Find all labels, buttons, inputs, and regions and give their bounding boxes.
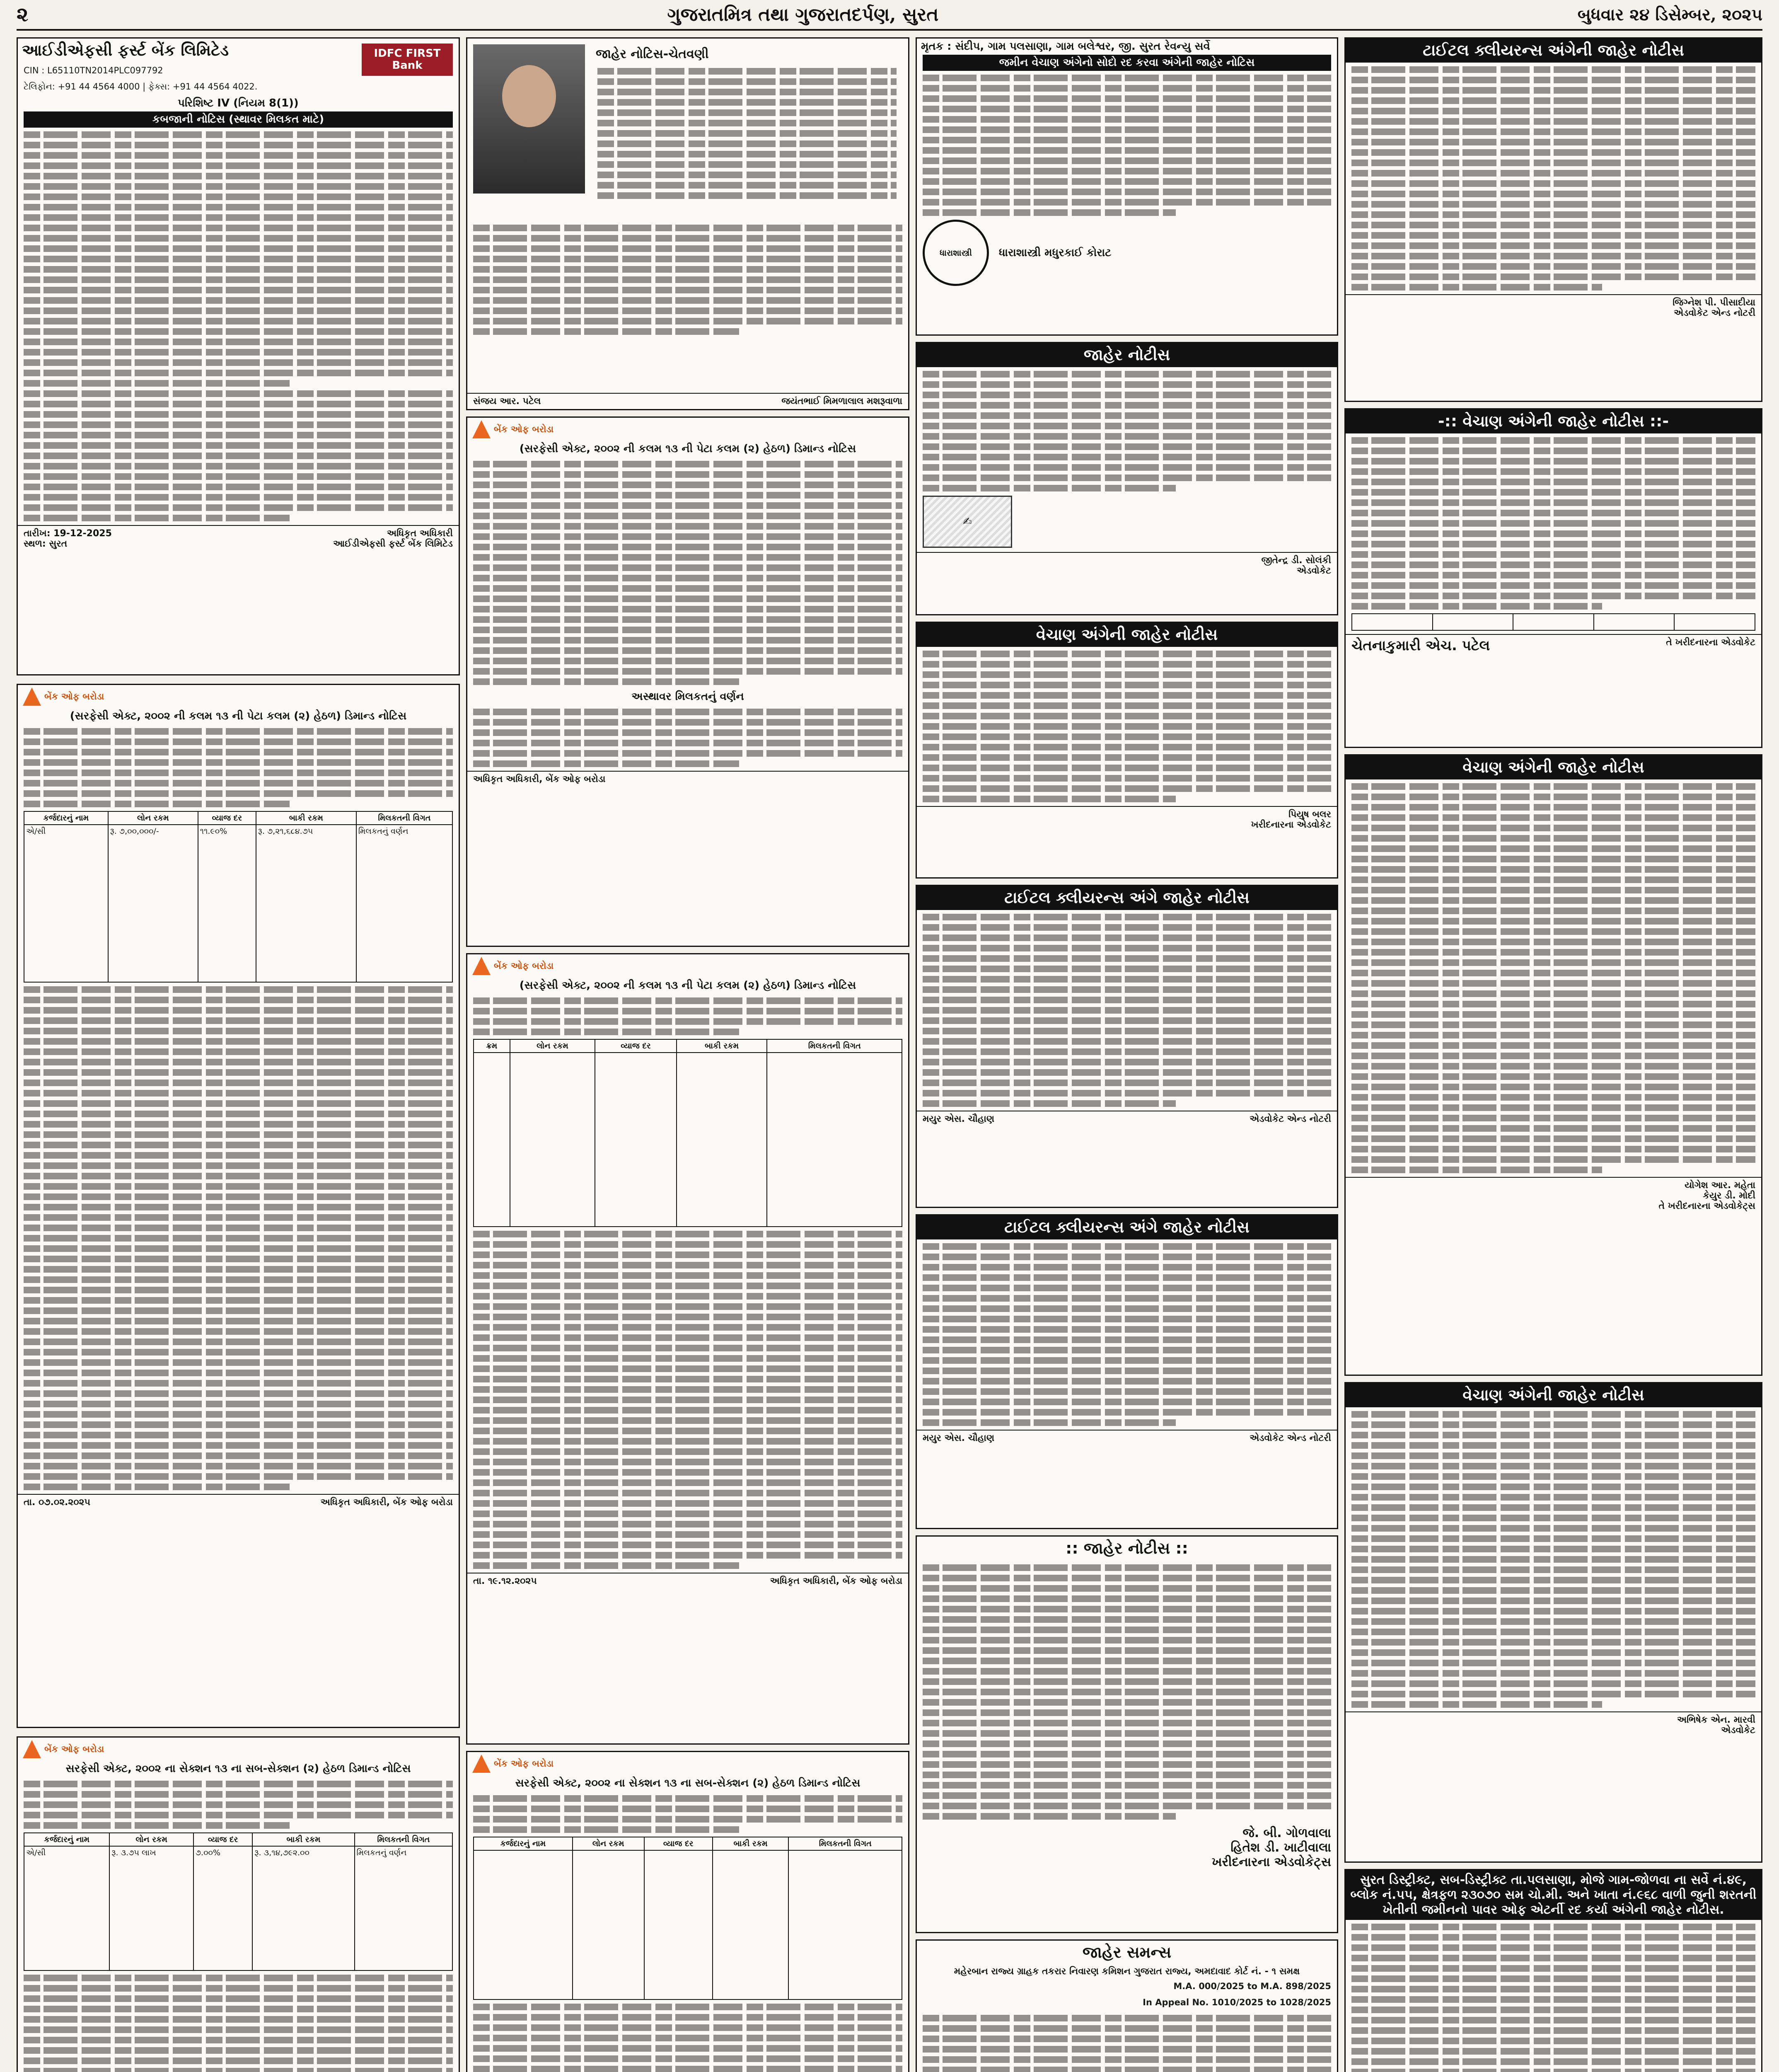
bob5-logo: [467, 1752, 908, 1775]
bob2-th-due: બાકી રકમ: [252, 1833, 354, 1846]
bob1-cell-due: રૂ. ૭,૨૧,૬૮૪.૭૫: [256, 825, 356, 982]
bob2-notice-title: સરફેસી એક્ટ, ૨૦૦૨ ના સેક્શન ૧૩ ના સબ-સેક્શન (૨) હેઠળ ડિમાન્ડ નોટિસ: [65, 1762, 411, 1775]
bob2-intro-text: [18, 1781, 459, 1829]
disown-signer: સંજય આર. પટેલ: [473, 396, 541, 407]
public1-advocate: જીતેન્દ્ર ડી. સોલંકી: [1261, 555, 1331, 566]
idfc-footer: [18, 525, 459, 552]
sale4-title: વેચાણ અંગેની જાહેર નોટીસ: [1346, 1383, 1761, 1407]
bob4-th-due: બાકી રકમ: [677, 1039, 767, 1053]
disown-body-text: [592, 68, 902, 199]
title1-footer: [917, 1111, 1337, 1127]
bob5-th-property: મિલકતની વિગત: [788, 1837, 902, 1850]
idfc-contact: ટેલિફોન: +91 44 4564 4000 | ફેક્સ: +91 44 4564 4022.: [24, 82, 258, 92]
bob1-cell-rate: ૧૧.૯૦%: [198, 825, 256, 982]
person-photo: [473, 44, 585, 194]
sale2-adv-title: તે ખરીદનારના એડવોકેટ: [1666, 637, 1755, 648]
bob4-th-no: ક્રમ: [474, 1039, 510, 1053]
bob-logo: [18, 685, 459, 708]
title-clearance-notice-3: [1344, 37, 1762, 402]
bob1-cell-loan: રૂ. ૭,૦૦,૦૦૦/-: [108, 825, 198, 982]
idfc-cin: CIN : L65110TN2014PLC097792: [24, 65, 163, 75]
bob1-th-rate: વ્યાજ દર: [198, 811, 256, 825]
bob1-th-due: બાકી રકમ: [256, 811, 356, 825]
paper-title: ગુજરાતમિત્ર તથા ગુજરાતદર્પણ, સુરત: [667, 4, 939, 25]
advocate-emblem-icon: ધારાશાસ્ત્રી: [923, 220, 989, 286]
bob4-date: તા. ૧૯.૧૨.૨૦૨૫: [473, 1576, 537, 1586]
sale3-title: વેચાણ અંગેની જાહેર નોટીસ: [1346, 755, 1761, 779]
bob2-logo-icon: [23, 1740, 41, 1758]
summons-appeal-no: In Appeal No. 1010/2025 to 1028/2025: [1143, 1997, 1331, 2008]
sale4-advocate: અભિષેક એન. મારવી: [1677, 1714, 1755, 1725]
summons-body-text: [917, 2015, 1337, 2072]
title2-body-text: [917, 1243, 1337, 1426]
bob5-table: [473, 1837, 902, 2000]
bob1-signatory: અધિકૃત અધિકારી, બેંક ઓફ બરોડા: [320, 1497, 453, 1508]
public2-footer: [917, 1823, 1337, 1872]
bob1-table: [24, 811, 453, 983]
idfc-notice-title: કબજાની નોટિસ (સ્થાવર મિલકત માટે): [24, 111, 453, 128]
sale2-table: [1351, 613, 1755, 631]
bob4-name: બેંક ઓફ બરોડા: [494, 961, 554, 971]
bob-logo-icon: [23, 687, 41, 706]
disown-notice: [466, 37, 909, 410]
public-notice-2: [916, 1535, 1338, 1933]
sale-notice-1: [916, 622, 1338, 879]
sale-notice-3: [1344, 754, 1762, 1376]
page-number: ૨: [17, 2, 29, 26]
title3-footer: [1346, 294, 1761, 321]
bob4-logo-icon: [472, 957, 491, 975]
power-body-text: [917, 75, 1337, 216]
summons-title: જાહેર સમન્સ: [1082, 1943, 1172, 1961]
idfc-appendix: પરિશિષ્ટ IV (નિયમ 8(1)): [178, 97, 299, 110]
title3-body-text: [1346, 66, 1761, 290]
sale-notice-2: [1344, 408, 1762, 748]
bob1-cell-property: મિલકતનું વર્ણન: [356, 825, 452, 982]
disown-body-text-2: [467, 221, 908, 339]
sale2-advocate: ચેતનાકુમારી એચ. પટેલ: [1351, 637, 1490, 654]
public1-adv-title: એડવોકેટ: [1297, 565, 1331, 576]
sale2-title: -:: વેચાણ અંગેની જાહેર નોટીસ ::-: [1346, 409, 1761, 433]
title1-body-text: [917, 914, 1337, 1107]
title1-heading: ટાઈટલ ક્લીયરન્સ અંગે જાહેર નોટીસ: [917, 886, 1337, 910]
sale3-body-text: [1346, 783, 1761, 1173]
public1-footer: [917, 552, 1337, 579]
disown-footer: [467, 393, 908, 409]
bob1-date: તા. ૦૭.૦૨.૨૦૨૫: [24, 1497, 90, 1508]
bob3-logo: [467, 418, 908, 441]
public1-body-text: [917, 371, 1337, 491]
disown-title: જાહેર નોટિસ-ચેતવણી: [596, 47, 709, 61]
summons-case-no: M.A. 000/2025 to M.A. 898/2025: [1173, 1981, 1331, 1991]
sale3-advocate-1: યોગેશ આર. મહેતા: [1685, 1180, 1755, 1191]
sale1-adv-title: ખરીદનારના એડવોકેટ: [1251, 819, 1331, 830]
bob2-cell-loan: રૂ. ૩.૭૫ લાખ: [109, 1846, 193, 1970]
public-summons: [916, 1939, 1338, 2072]
bob1-intro-text: [18, 728, 459, 807]
bob4-th-rate: વ્યાજ દર: [595, 1039, 676, 1053]
bob5-name: બેંક ઓફ બરોડા: [494, 1758, 554, 1769]
bob1-th-loan: લોન રકમ: [108, 811, 198, 825]
bob3-notice-title: (સરફેસી એક્ટ, ૨૦૦૨ ની કલમ ૧૩ ની પેટા કલમ (૨) હેઠળ) ડિમાન્ડ નોટિસ: [519, 443, 856, 455]
sale1-advocate: પિયુષ બલર: [1288, 809, 1331, 820]
bob2-table: [24, 1832, 453, 1971]
signature-stamp-icon: ✍: [923, 496, 1012, 548]
bob3-property-title: અસ્થાવર મિલકતનું વર્ણન: [631, 690, 744, 703]
bob4-th-property: મિલકતની વિગત: [767, 1039, 902, 1053]
title2-heading: ટાઈટલ ક્લીયરન્સ અંગે જાહેર નોટીસ: [917, 1215, 1337, 1239]
sale4-body-text: [1346, 1411, 1761, 1708]
sale3-adv-title: તે ખરીદનારના એડવોકેટ્સ: [1658, 1201, 1755, 1211]
title2-footer: [917, 1430, 1337, 1446]
bob1-th-borrower: કર્જદારનું નામ: [24, 811, 108, 825]
power-title: મૃતક : સંદીપ, ગામ પલસાણા, ગામ બલેશ્વર, જી. સુરત રેવન્યુ સર્વે: [921, 40, 1210, 53]
summons-court: મહેરબાન રાજ્ય ગ્રાહક તકરાર નિવારણ કમિશન ગુજરાત રાજ્ય, અમદાવાદ કોર્ટ નં. - ૧ સમક્ષ: [954, 1966, 1300, 1977]
bob4-footer: [467, 1573, 908, 1589]
bob5-th-due: બાકી રકમ: [713, 1837, 789, 1850]
bob-demand-notice-3: [466, 416, 909, 947]
bob3-signatory: અધિકૃત અધિકારી, બેંક ઓફ બરોડા: [473, 774, 606, 784]
sale1-footer: [917, 806, 1337, 833]
idfc-body-text: [18, 131, 459, 521]
sale2-footer: [1346, 634, 1761, 656]
title3-advocate: જિગ્નેશ પી. પીસાદીયા: [1673, 297, 1755, 308]
sale3-footer: [1346, 1177, 1761, 1214]
public2-title: :: જાહેર નોટીસ ::: [1066, 1539, 1188, 1557]
bob2-th-borrower: કર્જદારનું નામ: [24, 1833, 109, 1846]
bob5-th-loan: લોન રકમ: [573, 1837, 644, 1850]
public2-adv-title: ખરીદનારના એડવોકેટ્સ: [1211, 1854, 1331, 1869]
public2-body-text: [917, 1564, 1337, 1820]
bob1-footer: [18, 1494, 459, 1510]
bob4-th-loan: લોન રકમ: [510, 1039, 595, 1053]
bob2-body-text: [18, 1975, 459, 2072]
disown-signer-note: જયંતભાઈ મિમળાલાલ મશરૂવાળા: [781, 396, 902, 407]
bob2-cell-rate: ૭.૦૦%: [193, 1846, 253, 1970]
idfc-date: તારીખ: 19-12-2025: [24, 528, 112, 539]
title-clearance-notice-2: [916, 1214, 1338, 1529]
bob2-logo: [18, 1738, 459, 1761]
sale4-footer: [1346, 1711, 1761, 1738]
bob-demand-notice-1: [17, 684, 460, 1728]
bob3-body-text: [467, 461, 908, 685]
power-subtitle: જમીન વેચાણ અંગેનો સોદો રદ કરવા અંગેની જાહેર નોટિસ: [923, 55, 1331, 71]
bob3-name: બેંક ઓફ બરોડા: [494, 424, 554, 435]
bob2-th-loan: લોન રકમ: [109, 1833, 193, 1846]
idfc-logo: IDFC FIRST Bank: [362, 44, 453, 76]
bob5-th-rate: વ્યાજ દર: [644, 1837, 713, 1850]
bob-demand-notice-2: [17, 1736, 460, 2072]
bob4-body-text: [467, 1231, 908, 1569]
bob4-signatory: અધિકૃત અધિકારી, બેંક ઓફ બરોડા: [770, 1576, 902, 1586]
sale-notice-4: [1344, 1382, 1762, 1863]
sale1-title: વેચાણ અંગેની જાહેર નોટીસ: [917, 623, 1337, 647]
idfc-place: સ્થળ: સુરત: [24, 539, 68, 549]
idfc-title: આઈડીએફસી ફર્સ્ટ બેંક લિમિટેડ: [22, 41, 229, 59]
bob1-notice-title: (સરફેસી એક્ટ, ૨૦૦૨ ની કલમ ૧૩ ની પેટા કલમ (૨) હેઠળ) ડિમાન્ડ નોટિસ: [70, 710, 407, 722]
sale4-adv-title: એડવોકેટ: [1721, 1725, 1755, 1736]
bob2-cell-borrower: એ/સી: [24, 1846, 109, 1970]
bob1-body-text: [18, 986, 459, 1490]
bob2-th-property: મિલકતની વિગત: [355, 1833, 452, 1846]
bob4-notice-title: (સરફેસી એક્ટ, ૨૦૦૨ ની કલમ ૧૩ ની પેટા કલમ (૨) હેઠળ) ડિમાન્ડ નોટિસ: [519, 979, 856, 992]
poa-cancel-notice: [1344, 1869, 1762, 2072]
bob1-cell-borrower: એ/સી: [24, 825, 108, 982]
bob4-intro-text: [467, 997, 908, 1035]
bob5-body-text: [467, 2004, 908, 2072]
poa-body-text: [1346, 1924, 1761, 2072]
bob5-logo-icon: [472, 1755, 491, 1773]
bob2-cell-property: મિલકતનું વર્ણન: [355, 1846, 452, 1970]
bob5-th-borrower: કર્જદારનું નામ: [474, 1837, 573, 1850]
page-header: [17, 0, 1762, 31]
bob5-intro-text: [467, 1795, 908, 1833]
title-clearance-notice-1: [916, 885, 1338, 1208]
public-notice-1: [916, 342, 1338, 615]
bob2-cell-due: રૂ. ૩,૧૪,૭૯૨.૦૦: [252, 1846, 354, 1970]
title1-advocate: મયુર એસ. ચૌહાણ: [923, 1113, 995, 1124]
title1-adv-title: એડવોકેટ એન્ડ નોટરી: [1250, 1113, 1331, 1124]
bob3-property-text: [467, 709, 908, 767]
bob3-logo-icon: [472, 420, 491, 438]
poa-title: સુરત ડિસ્ટ્રીક્ટ, સબ-ડિસ્ટ્રીક્ટ તા.પલસાણા, મોજે ગામ-જોળવા ના સર્વે નં.૪૯, બ્લોક નં.૫૫, ક્ષેત્રફળ ૨૩૦૭૦ સમ ચો.મી. અને ખાતા નં.૯૬૮ વાળી જુની શરતની ખેતીની જમીનનો પાવર ઓફ એટર્ની રદ કર્યા અંગેની જાહેર નોટીસ.: [1346, 1870, 1761, 1920]
bob3-footer: [467, 771, 908, 787]
bob-demand-notice-5: [466, 1751, 909, 2072]
power-advocate: ધારાશાસ્ત્રી મધુરકાઈ કોરાટ: [999, 246, 1112, 259]
public2-advocate-1: જે. બી. ગોળવાલા: [1242, 1825, 1331, 1840]
bob4-table: [473, 1039, 902, 1227]
title2-advocate: મયુર એસ. ચૌહાણ: [923, 1433, 995, 1443]
bob2-th-rate: વ્યાજ દર: [193, 1833, 253, 1846]
idfc-possession-notice: [17, 37, 460, 675]
title2-adv-title: એડવોકેટ એન્ડ નોટરી: [1250, 1433, 1331, 1443]
title3-heading: ટાઈટલ ક્લીયરન્સ અંગેની જાહેર નોટીસ: [1346, 39, 1761, 63]
bob-name: બેંક ઓફ બરોડા: [44, 691, 104, 702]
idfc-signatory-org: આઈડીએફસી ફર્સ્ટ બેંક લિમિટેડ: [333, 539, 453, 549]
bob1-th-property: મિલકતની વિગત: [356, 811, 452, 825]
sale1-body-text: [917, 651, 1337, 802]
public1-title: જાહેર નોટીસ: [917, 343, 1337, 367]
bob5-notice-title: સરફેસી એક્ટ, ૨૦૦૨ ના સેક્શન ૧૩ ના સબ-સેક્શન (૨) હેઠળ ડિમાન્ડ નોટિસ: [515, 1777, 860, 1789]
bob2-name: બેંક ઓફ બરોડા: [44, 1744, 104, 1755]
sale2-body-text: [1346, 437, 1761, 610]
bob4-logo: [467, 954, 908, 978]
idfc-signatory: અધિકૃત અધિકારી: [387, 528, 453, 539]
bob-demand-notice-4: [466, 953, 909, 1745]
sale-cancel-notice: [916, 37, 1338, 336]
public2-advocate-2: હિતેશ ડી. ખાટીવાલા: [1230, 1840, 1331, 1855]
sale3-advocate-2: કેયુર ડી. મોદી: [1703, 1190, 1755, 1201]
title3-adv-title: એડવોકેટ એન્ડ નોટરી: [1674, 307, 1755, 318]
issue-date: બુધવાર ૨૪ ડિસેમ્બર, ૨૦૨૫: [1577, 5, 1762, 24]
